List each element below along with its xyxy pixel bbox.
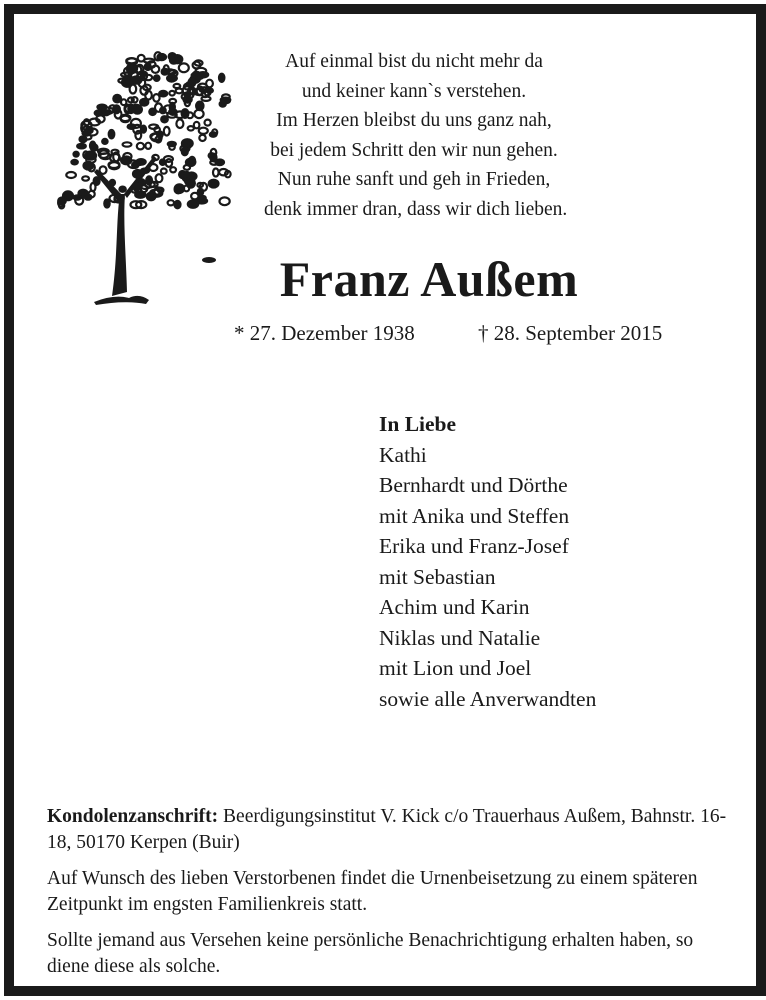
birth-date: * 27. Dezember 1938 [234, 321, 415, 345]
mourner-name: sowie alle Anverwandten [379, 686, 597, 711]
mourner-name: mit Lion und Joel [379, 656, 532, 680]
poem [264, 47, 568, 225]
obituary-frame [4, 4, 766, 996]
poem-line: und keiner kann`s verstehen. [301, 80, 527, 102]
condolence-address [47, 804, 737, 856]
mourner-name: Bernhardt und Dörthe [379, 473, 568, 497]
notification-note: Sollte jemand aus Versehen keine persönliche Benachrichtigung erhalten haben, so diene diese als solche. [47, 930, 694, 977]
poem-line: denk immer dran, dass wir dich lieben. [264, 198, 568, 220]
condolence-text: Beerdigungsinstitut V. Kick c/o Trauerhaus Außem, Bahnstr. 16-18, 50170 Kerpen (Buir) [47, 806, 727, 853]
condolence-label: Kondolenzanschrift: [47, 806, 219, 827]
mourner-name: mit Sebastian [379, 564, 496, 589]
burial-note: Auf Wunsch des lieben Verstorbenen findet die Urnenbeisetzung zu einem späteren Zeitpunkt im engsten Familienkreis statt. [47, 868, 698, 915]
mourners-list [379, 409, 596, 714]
mourner-name: mit Anika und Steffen [379, 503, 570, 528]
deceased-name: Franz Außem [279, 251, 579, 307]
mourner-name: Niklas und Natalie [379, 625, 541, 650]
mourner-name: Erika und Franz-Josef [379, 534, 569, 558]
tree-icon [54, 44, 244, 306]
poem-line: Nun ruhe sanft und geh in Frieden, [277, 169, 551, 191]
notes-section [47, 804, 737, 990]
mourner-name: Achim und Karin [379, 595, 530, 619]
poem-line: Im Herzen bleibst du uns ganz nah, [276, 110, 552, 132]
death-date: † 28. September 2015 [478, 321, 663, 345]
mourners-heading: In Liebe [379, 412, 457, 436]
poem-line: Auf einmal bist du nicht mehr da [285, 51, 543, 72]
mourner-name: Kathi [379, 442, 427, 467]
poem-line: bei jedem Schritt den wir nun gehen. [270, 139, 558, 161]
